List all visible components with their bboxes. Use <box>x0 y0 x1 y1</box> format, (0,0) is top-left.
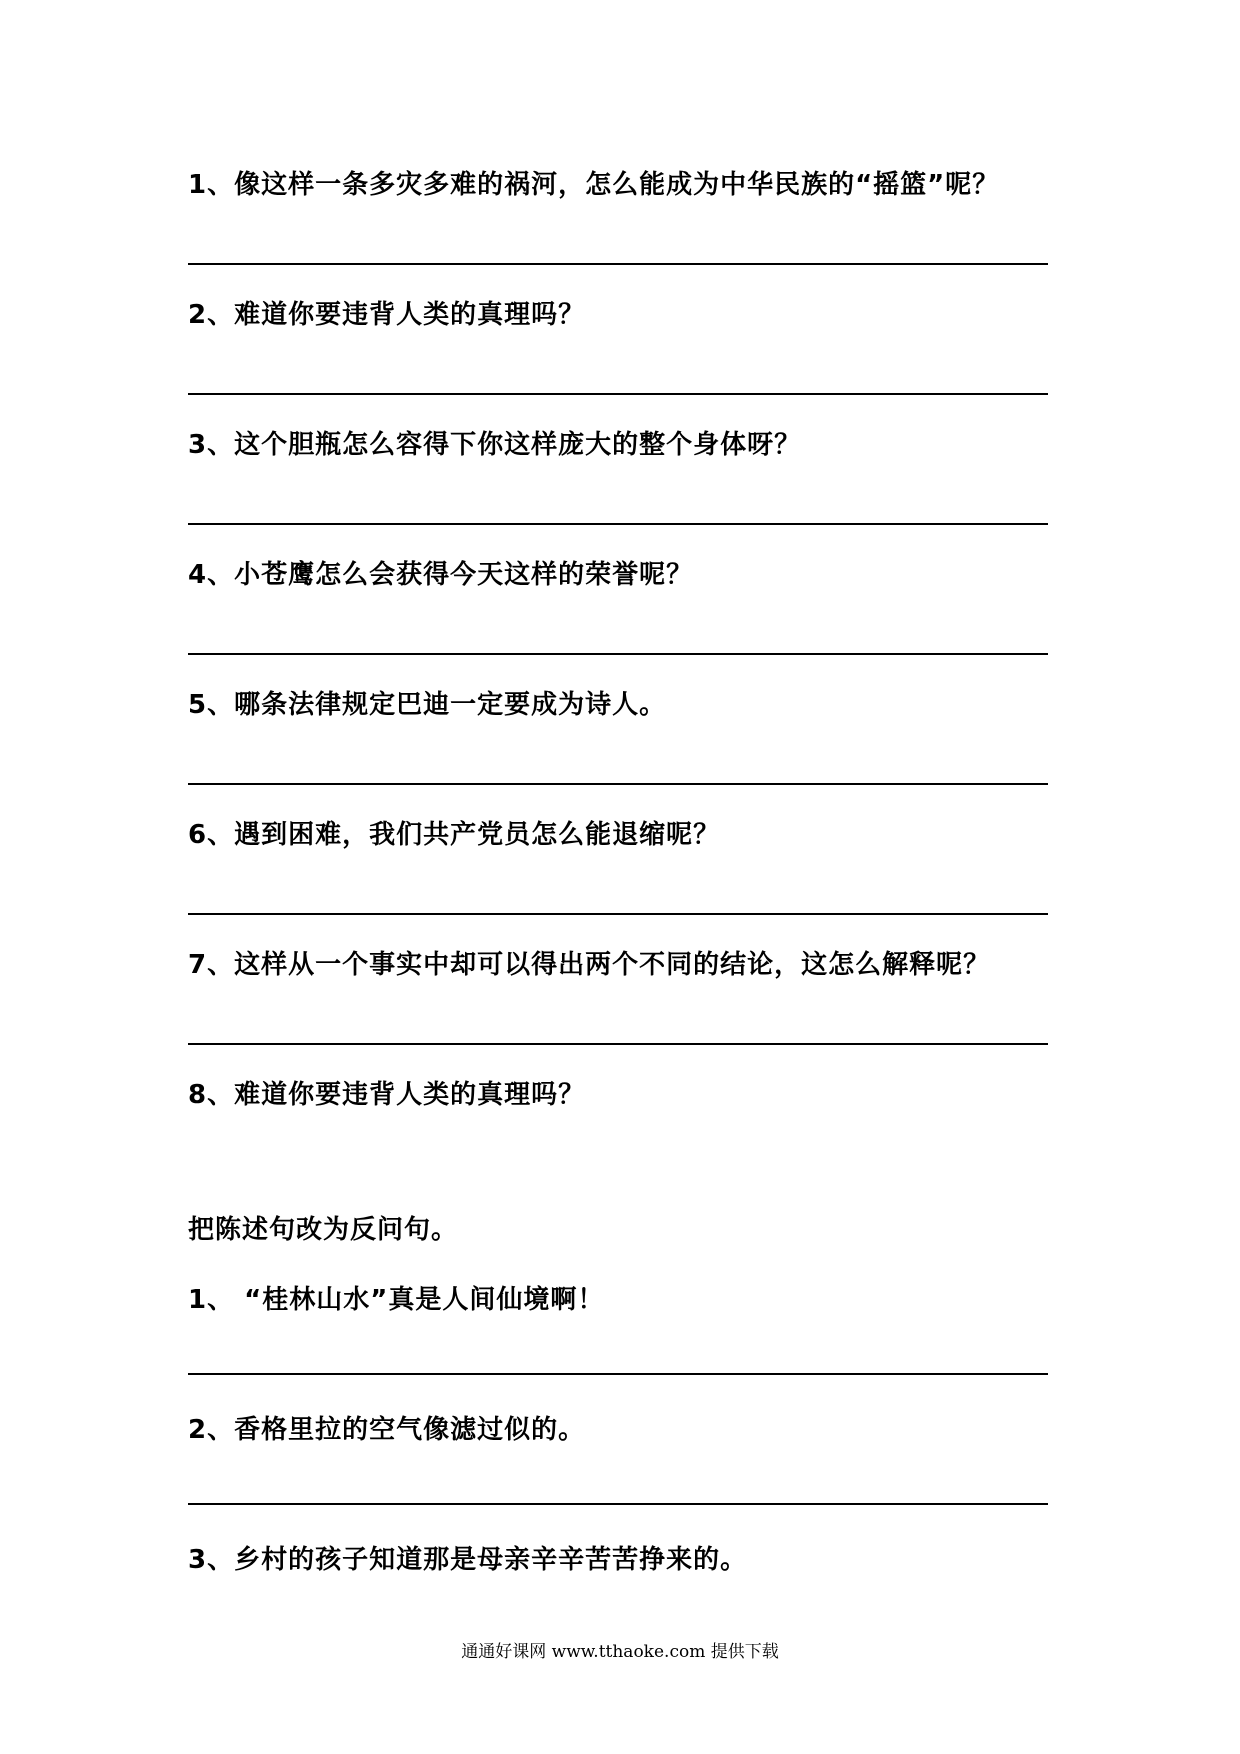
question-5: 5、哪条法律规定巴迪一定要成为诗人。 <box>188 690 667 720</box>
statement-2: 2、香格里拉的空气像滤过似的。 <box>188 1415 586 1445</box>
statement-1: 1、 “桂林山水”真是人间仙境啊！ <box>188 1285 605 1315</box>
answer-line-7[interactable] <box>188 1043 1048 1045</box>
question-4: 4、小苍鹰怎么会获得今天这样的荣誉呢？ <box>188 560 694 590</box>
question-8: 8、难道你要违背人类的真理吗？ <box>188 1080 586 1110</box>
answer-line-5[interactable] <box>188 783 1048 785</box>
footer-text: 通通好课网 www.tthaoke.com 提供下载 <box>461 1642 779 1662</box>
question-1: 1、像这样一条多灾多难的祸河，怎么能成为中华民族的“摇篮”呢？ <box>188 170 1000 200</box>
answer-line-3[interactable] <box>188 523 1048 525</box>
question-6: 6、遇到困难，我们共产党员怎么能退缩呢？ <box>188 820 721 850</box>
section-heading: 把陈述句改为反问句。 <box>188 1215 459 1245</box>
answer-line-b2[interactable] <box>188 1503 1048 1505</box>
statement-3: 3、乡村的孩子知道那是母亲辛辛苦苦挣来的。 <box>188 1545 748 1575</box>
question-2: 2、难道你要违背人类的真理吗？ <box>188 300 586 330</box>
question-3: 3、这个胆瓶怎么容得下你这样庞大的整个身体呀？ <box>188 430 802 460</box>
answer-line-4[interactable] <box>188 653 1048 655</box>
answer-line-b1[interactable] <box>188 1373 1048 1375</box>
question-7: 7、这样从一个事实中却可以得出两个不同的结论，这怎么解释呢？ <box>188 950 991 980</box>
answer-line-2[interactable] <box>188 393 1048 395</box>
answer-line-6[interactable] <box>188 913 1048 915</box>
answer-line-1[interactable] <box>188 263 1048 265</box>
